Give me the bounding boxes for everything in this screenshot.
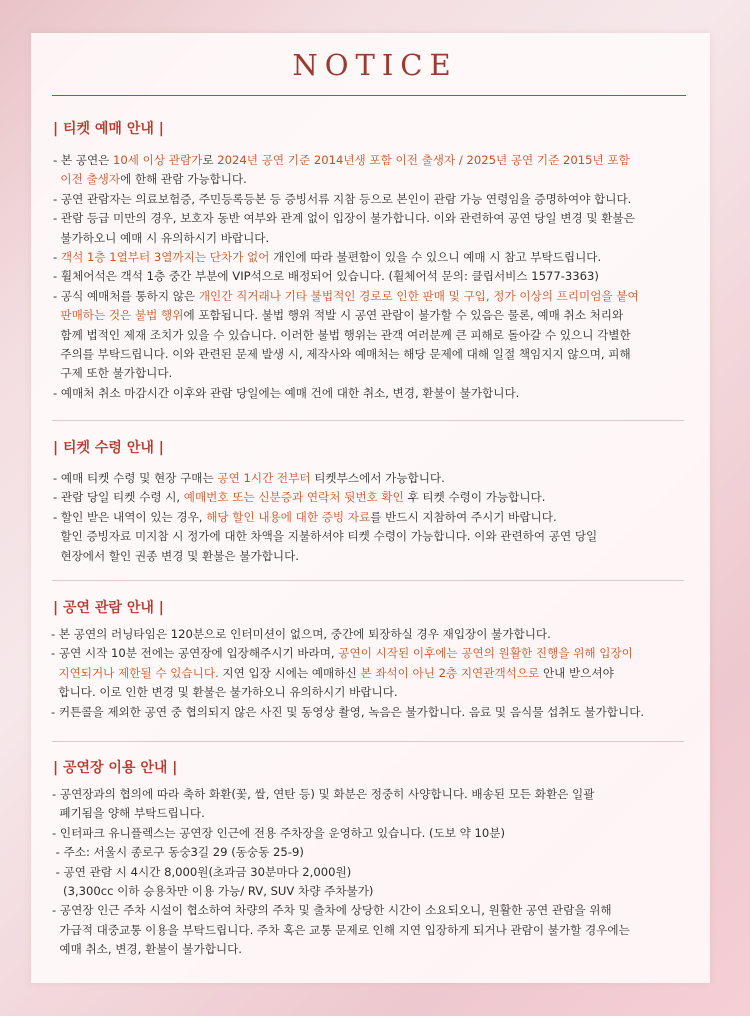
section-divider	[52, 420, 684, 421]
notice-text: - 공연장과의 협의에 따라 축하 화환(꽃, 쌀, 연탄 등) 및 화분은 정중히 사양합니다. 배송된 모든 화환은 일괄	[52, 787, 595, 801]
notice-text: 함께 법적인 제재 조치가 있을 수 있습니다. 이러한 불법 행위는 관객 여러분께 큰 피해로 돌아갈 수 있으니 각별한	[53, 327, 631, 342]
notice-line	[53, 345, 631, 364]
notice-text: - 예매처 취소 마감시간 이후와 관람 당일에는 예매 건에 대한 취소, 변경, 환불이 불가합니다.	[53, 385, 520, 400]
notice-line	[53, 547, 299, 566]
notice-text: - 주소: 서울시 종로구 동숭3길 29 (동숭동 25-9)	[52, 845, 304, 860]
notice-line	[51, 683, 398, 702]
highlighted-text: 객석 1층 1열부터 3열까지는 단차가 없어	[60, 250, 270, 264]
notice-line	[52, 921, 630, 940]
notice-line	[52, 804, 205, 823]
notice-text: - 공연 시작 10분 전에는 공연장에 입장해주시기 바라며,	[51, 646, 339, 661]
notice-text: - 관람 당일 티켓 수령 시,	[53, 490, 184, 505]
notice-text: 개인에 따라 불편함이 있을 수 있으니 예매 시 참고 부탁드립니다.	[269, 250, 602, 264]
notice-line	[51, 625, 551, 644]
notice-text: 안내 받으셔야	[539, 665, 614, 680]
notice-line	[53, 190, 631, 209]
section-divider	[52, 580, 684, 581]
notice-line	[52, 824, 505, 843]
notice-text: 에 포함됩니다. 불법 행위 적발 시 공연 관람이 불가할 수 있음은 물론, 예매 취소 처리와	[183, 308, 624, 323]
notice-text: - 공식 예매처를 통하지 않은	[53, 288, 199, 303]
notice-text: - 예매 티켓 수령 및 현장 구매는	[53, 471, 218, 485]
notice-text: - 본 공연의 러닝타임은 120분으로 인터미션이 없으며, 중간에 퇴장하실 경우 재입장이 불가합니다.	[51, 627, 551, 641]
notice-line	[51, 703, 644, 722]
notice-line	[53, 364, 172, 383]
notice-text: 주의를 부탁드립니다. 이와 관련된 문제 발생 시, 제작사와 예매처는 해당 문제에 대해 일절 책임지지 않으며, 피해	[53, 347, 631, 361]
notice-line	[51, 644, 633, 663]
notice-text: 불가하오니 예매 시 유의하시기 바랍니다.	[53, 230, 270, 245]
notice-text: 예매 취소, 변경, 환불이 불가합니다.	[52, 942, 242, 957]
notice-line	[52, 940, 242, 959]
highlighted-text: 예매번호 또는 신분증과 연락처 뒷번호 확인	[183, 490, 404, 505]
highlighted-text: 공연이 시작된 이후에는 공연의 원활한 진행을 위해 입장이	[338, 646, 633, 661]
notice-line	[53, 527, 597, 546]
notice-line	[53, 248, 601, 267]
notice-line	[51, 664, 614, 683]
notice-line	[53, 170, 247, 189]
notice-text: 합니다. 이로 인한 변경 및 환불은 불가하오니 유의하시기 바랍니다.	[51, 685, 398, 700]
notice-line	[52, 882, 373, 901]
notice-text: - 휠체어석은 객석 1층 중간 부분에 VIP석으로 배정되어 있습니다. (휠체어석 문의: 클립서비스 1577-3363)	[53, 269, 599, 284]
highlighted-text: 10세 이상 관람가	[113, 153, 203, 167]
notice-line	[53, 209, 635, 228]
title-divider	[52, 95, 686, 96]
section-title: | 티켓 수령 안내 |	[53, 440, 164, 456]
section-divider	[52, 741, 684, 742]
notice-text: 에 한해 관람 가능합니다.	[120, 172, 247, 187]
notice-line	[52, 785, 594, 804]
notice-line	[53, 508, 557, 527]
notice-text: 티켓부스에서 가능합니다.	[310, 471, 445, 485]
notice-text: (3,300cc 이하 승용차만 이용 가능/ RV, SUV 차량 주차불가)	[52, 884, 374, 898]
notice-line	[53, 229, 269, 248]
notice-text: 폐기됨을 양해 부탁드립니다.	[52, 806, 205, 821]
highlighted-text: 공연 1시간 전부터	[217, 471, 311, 485]
highlighted-text: 본 좌석이 아닌 2층 지연관객석으로	[360, 665, 540, 680]
notice-text: 가급적 대중교통 이용을 부탁드립니다. 주차 혹은 교통 문제로 인해 지연 입장하게 되거나 관람이 불가할 경우에는	[52, 922, 630, 937]
notice-line	[53, 267, 599, 286]
notice-line	[52, 901, 612, 920]
section-title: | 공연 관람 안내 |	[53, 600, 164, 616]
notice-text: 를 반드시 지참하여 주시기 바랍니다.	[370, 509, 557, 524]
notice-text: 할인 증빙자료 미지참 시 정가에 대한 차액을 지불하셔야 티켓 수령이 가능합니다. 이와 관련하여 공연 당일	[53, 529, 598, 544]
notice-line	[53, 151, 630, 170]
notice-text: - 본 공연은	[53, 153, 114, 167]
highlighted-text: 해당 할인 내용에 대한 증빙 자료	[206, 509, 371, 524]
notice-text: - 공연장 인근 주차 시설이 협소하여 차량의 주차 및 출차에 상당한 시간이 소요되오니, 원활한 공연 관람을 위해	[52, 903, 612, 918]
notice-text: - 인터파크 유니플렉스는 공연장 인근에 전용 주차장을 운영하고 있습니다. (도보 약 10분)	[52, 825, 505, 840]
notice-line	[53, 326, 631, 345]
highlighted-text: 개인간 직거래나 기타 불법적인 경로로 인한 판매 및 구입, 정가 이상의 프리미엄을 붙여	[198, 288, 639, 303]
notice-line	[52, 843, 304, 862]
section-title: | 공연장 이용 안내 |	[53, 760, 178, 776]
notice-line	[53, 469, 445, 488]
notice-line	[53, 287, 639, 306]
notice-text: -	[53, 250, 61, 264]
notice-text: 지연 입장 시에는 예매하신	[218, 665, 361, 680]
notice-text: - 관람 등급 미만의 경우, 보호자 동반 여부와 관계 없이 입장이 불가합니다. 이와 관련하여 공연 당일 변경 및 환불은	[53, 211, 635, 226]
notice-text: 현장에서 할인 권종 변경 및 환불은 불가합니다.	[53, 548, 299, 563]
notice-text: - 할인 받은 내역이 있는 경우,	[53, 509, 207, 524]
notice-line	[53, 488, 545, 507]
notice-text: 후 티켓 수령이 가능합니다.	[403, 490, 546, 505]
notice-text: 구제 또한 불가합니다.	[53, 366, 173, 381]
notice-text: - 커튼콜을 제외한 공연 중 협의되지 않은 사진 및 동영상 촬영, 녹음은 불가합니다. 음료 및 음식물 섭취도 불가합니다.	[51, 704, 645, 719]
notice-text: - 공연 관람자는 의료보험증, 주민등록등본 등 증빙서류 지참 등으로 본인이 관람 가능 연령임을 증명하여야 합니다.	[53, 191, 632, 206]
notice-text: - 공연 관람 시 4시간 8,000원(초과금 30분마다 2,000원)	[52, 864, 352, 879]
notice-title: NOTICE	[292, 48, 458, 82]
highlighted-text: 2024년 공연 기준 2014년생 포함 이전 출생자 / 2025년 공연 기준 2015년 포함	[217, 153, 630, 167]
notice-line	[52, 863, 351, 882]
notice-line	[53, 306, 623, 325]
section-title: | 티켓 예매 안내 |	[53, 121, 164, 137]
notice-line	[53, 384, 519, 403]
notice-text: 로	[202, 153, 218, 167]
highlighted-text: 지연되거나 제한될 수 있습니다.	[58, 665, 219, 680]
highlighted-text: 이전 출생자	[53, 172, 121, 187]
highlighted-text: 판매하는 것은 불법 행위	[60, 308, 184, 323]
